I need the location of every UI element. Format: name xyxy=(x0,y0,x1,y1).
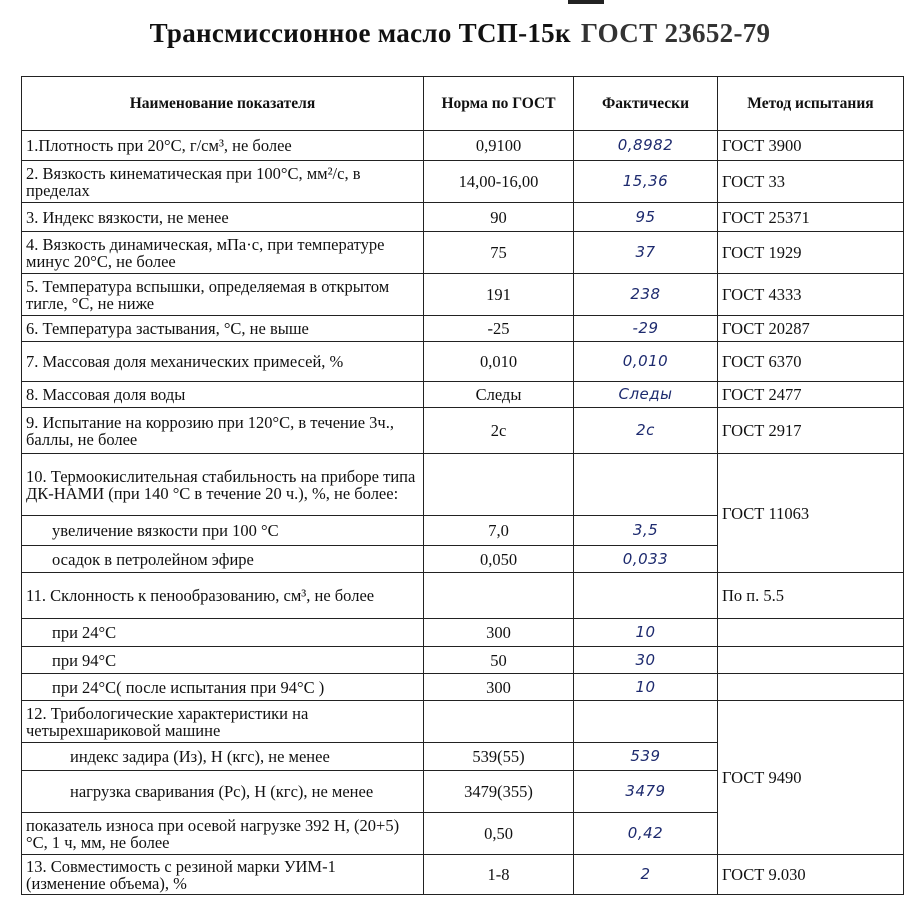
row-method: ГОСТ 25371 xyxy=(718,203,904,232)
header-row xyxy=(22,77,904,131)
row-method: ГОСТ 2477 xyxy=(718,382,904,408)
row-method: ГОСТ 33 xyxy=(718,161,904,203)
row-norm: 3479(355) xyxy=(424,771,574,813)
row-name: 2. Вязкость кинематическая при 100°С, мм²/с, в пределах xyxy=(22,161,424,203)
row-method: ГОСТ 20287 xyxy=(718,316,904,342)
row-name: 8. Массовая доля воды xyxy=(22,382,424,408)
row-actual: 2с xyxy=(574,408,718,454)
table-row xyxy=(22,382,904,408)
table-row xyxy=(22,573,904,619)
row-norm: 2с xyxy=(424,408,574,454)
row-method xyxy=(718,674,904,701)
row-norm: 1-8 xyxy=(424,855,574,895)
row-norm: 14,00-16,00 xyxy=(424,161,574,203)
row-actual: 3479 xyxy=(574,771,718,813)
row-name: 7. Массовая доля механических примесей, % xyxy=(22,342,424,382)
row-norm: 300 xyxy=(424,674,574,701)
row-actual: Следы xyxy=(574,382,718,408)
row-actual: 238 xyxy=(574,274,718,316)
title-text: Трансмиссионное масло ТСП-15к xyxy=(149,18,571,48)
table-row xyxy=(22,619,904,647)
row-name: 11. Склонность к пенообразованию, см³, не более xyxy=(22,573,424,619)
row-norm: 7,0 xyxy=(424,516,574,546)
row-method: ГОСТ 11063 xyxy=(718,454,904,573)
row-norm: 300 xyxy=(424,619,574,647)
row-name: 1.Плотность при 20°С, г/см³, не более xyxy=(22,131,424,161)
row-name: 4. Вязкость динамическая, мПа·с, при температуре минус 20°С, не более xyxy=(22,232,424,274)
row-method: ГОСТ 9490 xyxy=(718,701,904,855)
row-norm: Следы xyxy=(424,382,574,408)
table-row xyxy=(22,316,904,342)
row-method: ГОСТ 3900 xyxy=(718,131,904,161)
table-row xyxy=(22,161,904,203)
table-row xyxy=(22,274,904,316)
table-row xyxy=(22,203,904,232)
row-method xyxy=(718,619,904,647)
header-method: Метод испытания xyxy=(718,77,904,131)
row-norm xyxy=(424,573,574,619)
row-norm xyxy=(424,701,574,743)
header-actual: Фактически xyxy=(574,77,718,131)
row-actual: 30 xyxy=(574,647,718,674)
table-row xyxy=(22,408,904,454)
row-actual xyxy=(574,573,718,619)
row-actual: 0,8982 xyxy=(574,131,718,161)
row-actual: 0,010 xyxy=(574,342,718,382)
row-name: 13. Совместимость с резиной марки УИМ-1 (изменение объема), % xyxy=(22,855,424,895)
row-actual: 15,36 xyxy=(574,161,718,203)
table-row xyxy=(22,131,904,161)
row-norm: 0,9100 xyxy=(424,131,574,161)
row-actual: 10 xyxy=(574,674,718,701)
row-name: 3. Индекс вязкости, не менее xyxy=(22,203,424,232)
row-name: показатель износа при осевой нагрузке 392 Н, (20+5)°С, 1 ч, мм, не более xyxy=(22,813,424,855)
row-name: увеличение вязкости при 100 °С xyxy=(22,516,424,546)
row-name: 5. Температура вспышки, определяемая в открытом тигле, °С, не ниже xyxy=(22,274,424,316)
row-method: ГОСТ 2917 xyxy=(718,408,904,454)
row-norm: -25 xyxy=(424,316,574,342)
row-actual: 95 xyxy=(574,203,718,232)
row-norm: 539(55) xyxy=(424,743,574,771)
row-method: ГОСТ 6370 xyxy=(718,342,904,382)
row-name: при 94°С xyxy=(22,647,424,674)
row-method: По п. 5.5 xyxy=(718,573,904,619)
row-method xyxy=(718,647,904,674)
row-name: 6. Температура застывания, °С, не выше xyxy=(22,316,424,342)
row-norm: 0,050 xyxy=(424,546,574,573)
row-name: 12. Трибологические характеристики на четырехшариковой машине xyxy=(22,701,424,743)
table-row xyxy=(22,232,904,274)
row-actual: 3,5 xyxy=(574,516,718,546)
row-name: осадок в петролейном эфире xyxy=(22,546,424,573)
header-name: Наименование показателя xyxy=(22,77,424,131)
header-norm: Норма по ГОСТ xyxy=(424,77,574,131)
row-name: 10. Термоокислительная стабильность на приборе типа ДК-НАМИ (при 140 °С в течение 20 ч.), %, не более: xyxy=(22,454,424,516)
top-edge-mark xyxy=(568,0,604,4)
table-row xyxy=(22,342,904,382)
row-norm: 90 xyxy=(424,203,574,232)
table-row xyxy=(22,674,904,701)
table-row xyxy=(22,454,904,516)
row-norm: 0,010 xyxy=(424,342,574,382)
table-row xyxy=(22,855,904,895)
row-actual: 2 xyxy=(574,855,718,895)
table-row xyxy=(22,647,904,674)
row-actual: 0,033 xyxy=(574,546,718,573)
row-name: 9. Испытание на коррозию при 120°С, в течение 3ч., баллы, не более xyxy=(22,408,424,454)
row-norm: 0,50 xyxy=(424,813,574,855)
row-norm: 191 xyxy=(424,274,574,316)
row-actual: 0,42 xyxy=(574,813,718,855)
row-norm: 50 xyxy=(424,647,574,674)
row-actual xyxy=(574,701,718,743)
spec-table xyxy=(21,76,904,895)
row-norm xyxy=(424,454,574,516)
title-standard: ГОСТ 23652-79 xyxy=(580,18,771,48)
row-actual xyxy=(574,454,718,516)
row-name: при 24°С( после испытания при 94°С ) xyxy=(22,674,424,701)
row-name: нагрузка сваривания (Рс), Н (кгс), не менее xyxy=(22,771,424,813)
row-actual: 37 xyxy=(574,232,718,274)
row-name: индекс задира (Из), Н (кгс), не менее xyxy=(22,743,424,771)
row-method: ГОСТ 1929 xyxy=(718,232,904,274)
row-norm: 75 xyxy=(424,232,574,274)
table-row xyxy=(22,701,904,743)
row-method: ГОСТ 4333 xyxy=(718,274,904,316)
page-title xyxy=(0,18,920,49)
row-actual: 10 xyxy=(574,619,718,647)
row-actual: 539 xyxy=(574,743,718,771)
row-name: при 24°С xyxy=(22,619,424,647)
row-actual: -29 xyxy=(574,316,718,342)
row-method: ГОСТ 9.030 xyxy=(718,855,904,895)
